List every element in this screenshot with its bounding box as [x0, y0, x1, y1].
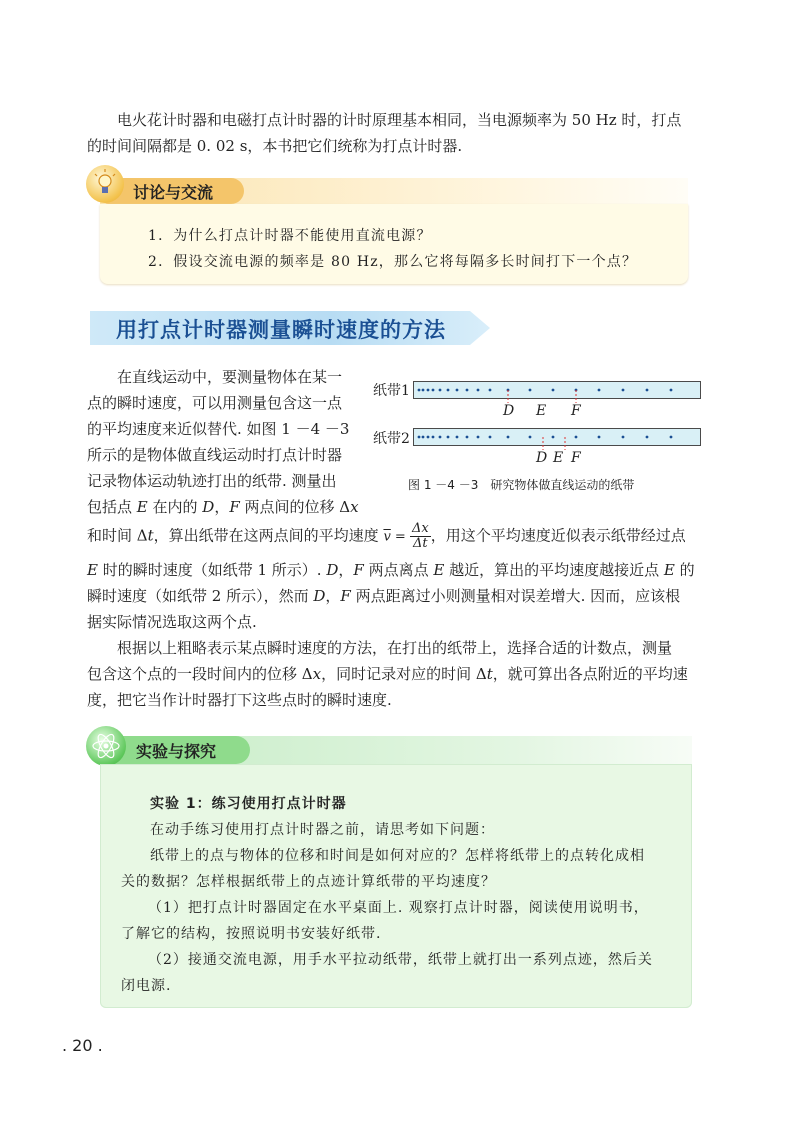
body1-line-1: 在直线运动中，要测量物体在某一	[117, 368, 343, 386]
discussion-question-1: 1．为什么打点计时器不能使用直流电源？	[148, 228, 432, 244]
tape-2-point-E: E	[553, 450, 564, 466]
page-number: . 20 .	[62, 1036, 103, 1055]
body1-line-4: 所示的是物体做直线运动时打点计时器	[87, 446, 343, 464]
experiment-line-4: （1）把打点计时器固定在水平桌面上. 观察打点计时器，阅读使用说明书，	[148, 900, 649, 916]
tape-2-point-D: D	[536, 450, 548, 466]
average-velocity-fraction: $\frac{\Delta x}{\Delta t}$	[411, 521, 429, 551]
section-title: 用打点计时器测量瞬时速度的方法	[116, 318, 446, 342]
body3-line-3: 度，把它当作计时器打下这些点时的瞬时速度.	[87, 691, 392, 709]
body2-line-4: 据实际情况选取这两个点.	[87, 613, 257, 631]
tape-1-label: 纸带1	[373, 383, 410, 399]
body2-line-3: 瞬时速度（如纸带 2 所示），然而 D，F 两点距离过小则测量相对误差增大. 因而，应该根	[87, 587, 681, 605]
figure-caption: 图 1 －4 －3 研究物体做直线运动的纸带	[408, 478, 635, 492]
experiment-line-6: （2）接通交流电源，用手水平拉动纸带，纸带上就打出一系列点迹，然后关	[148, 952, 653, 968]
experiment-line-3: 关的数据？怎样根据纸带上的点迹计算纸带的平均速度？	[121, 874, 496, 890]
tape-1-point-E: E	[536, 403, 547, 419]
discussion-title: 讨论与交流	[133, 183, 214, 202]
experiment-line-7: 闭电源.	[121, 978, 172, 994]
intro-line-1: 电火花计时器和电磁打点计时器的计时原理基本相同，当电源频率为 50 Hz 时，打点	[117, 111, 682, 129]
experiment-line-1: 在动手练习使用打点计时器之前，请思考如下问题：	[150, 822, 495, 838]
body2-line-1: 和时间 Δt，算出纸带在这两点间的平均速度 $\overline{v}$ = $\frac{\Delta x}{\Delta t}$ ，用这个平均速度近似表示纸带经过点	[87, 521, 686, 551]
body1-line-5: 记录物体运动轨迹打出的纸带. 测量出	[87, 472, 337, 490]
experiment-line-2: 纸带上的点与物体的位移和时间是如何对应的？怎样将纸带上的点转化成相	[150, 848, 645, 864]
intro-line-2: 的时间间隔都是 0. 02 s，本书把它们统称为打点计时器.	[87, 137, 463, 155]
paper-tape-1-dots	[413, 381, 703, 421]
discussion-question-2: 2．假设交流电源的频率是 80 Hz，那么它将每隔多长时间打下一个点？	[148, 254, 638, 270]
body1-line-6: 包括点 E 在内的 D，F 两点间的位移 Δx	[87, 498, 359, 516]
tape-2-point-F: F	[571, 450, 581, 466]
body3-line-1: 根据以上粗略表示某点瞬时速度的方法，在打出的纸带上，选择合适的计数点，测量	[117, 639, 673, 657]
tape-1-point-D: D	[503, 403, 515, 419]
body3-line-2: 包含这个点的一段时间内的位移 Δx，同时记录对应的时间 Δt，就可算出各点附近的平均速	[87, 665, 688, 683]
tape-2-label: 纸带2	[373, 431, 410, 447]
body1-line-2: 点的瞬时速度，可以用测量包含这一点	[87, 394, 343, 412]
experiment-line-5: 了解它的结构，按照说明书安装好纸带.	[121, 926, 382, 942]
lightbulb-icon	[86, 165, 124, 203]
body2-line-2: E 时的瞬时速度（如纸带 1 所示）. D，F 两点离点 E 越近，算出的平均速度越接近点 E 的	[87, 561, 695, 579]
atom-icon	[86, 726, 126, 766]
experiment-subtitle: 实验 1：练习使用打点计时器	[150, 796, 347, 812]
body1-line-3: 的平均速度来近似替代. 如图 1 －4 －3	[87, 420, 350, 438]
experiment-title: 实验与探究	[136, 742, 217, 761]
tape-1-point-F: F	[571, 403, 581, 419]
